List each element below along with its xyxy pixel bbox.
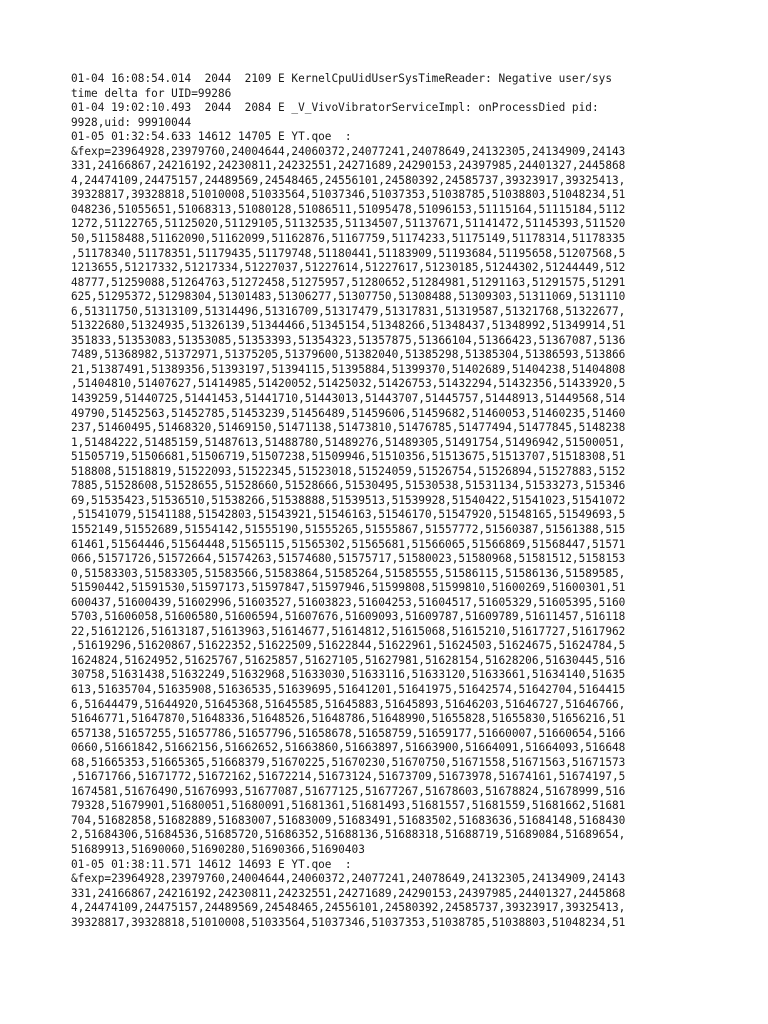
log-line: 48777,51259088,51264763,51272458,51275957,51280652,51284981,51291163,51291575,51291 (71, 275, 626, 289)
log-line: 1213655,51217332,51217334,51227037,51227614,51227617,51230185,51244302,51244449,512 (71, 261, 626, 275)
log-line: 01-04 16:08:54.014 2044 2109 E KernelCpuUidUserSysTimeReader: Negative user/sys (71, 72, 612, 85)
log-line: 1439259,51440725,51441453,51441710,51443013,51443707,51445757,51448913,51449568,514 (71, 392, 626, 406)
log-line: 613,51635704,51635908,51636535,51639695,51641201,51641975,51642574,51642704,5164415 (71, 682, 626, 696)
log-line: 331,24166867,24216192,24230811,24232551,24271689,24290153,24397985,24401327,2445868 (71, 159, 626, 173)
log-line: 39328817,39328818,51010008,51033564,51037346,51037353,51038785,51038803,51048234,51 (71, 915, 626, 929)
log-line: 4,24474109,24475157,24489569,24548465,24556101,24580392,24585737,39323917,39325413, (71, 173, 626, 187)
log-line: 51590442,51591530,51597173,51597847,51597946,51599808,51599810,51600269,51600301,51 (71, 581, 626, 595)
log-line: ,51541079,51541188,51542803,51543921,51546163,51546170,51547920,51548165,51549693,5 (71, 508, 626, 522)
log-line: 49790,51452563,51452785,51453239,51456489,51459606,51459682,51460053,51460235,51460 (71, 406, 626, 420)
log-line: 50,51158488,51162090,51162099,51162876,51167759,51174233,51175149,51178314,51178335 (71, 232, 626, 246)
log-line: 22,51612126,51613187,51613963,51614677,51614812,51615068,51615210,51617727,51617962 (71, 624, 626, 638)
log-line: ,51671766,51671772,51672162,51672214,51673124,51673709,51673978,51674161,51674197,5 (71, 770, 626, 784)
log-line: 1674581,51676490,51676993,51677087,51677125,51677267,51678603,51678824,51678999,516 (71, 784, 626, 798)
log-line: &fexp=23964928,23979760,24004644,24060372,24077241,24078649,24132305,24134909,24143 (71, 144, 626, 158)
log-line: 51646771,51647870,51648336,51648526,51648786,51648990,51655828,51655830,51656216,51 (71, 712, 626, 726)
log-line: 704,51682858,51682889,51683007,51683009,51683491,51683502,51683636,51684148,5168430 (71, 813, 626, 827)
log-line: 69,51535423,51536510,51538266,51538888,51539513,51539928,51540422,51541023,51541072 (71, 493, 626, 507)
log-line: 9928,uid: 99910044 (71, 115, 192, 129)
log-line: 0660,51661842,51662156,51662652,51663860,51663897,51663900,51664091,51664093,516648 (71, 741, 626, 755)
log-line: 01-05 01:32:54.633 14612 14705 E YT.qoe : (71, 130, 352, 144)
log-line: 5703,51606058,51606580,51606594,51607676,51609093,51609787,51609789,51611457,516118 (71, 610, 626, 624)
log-text-block (71, 72, 699, 930)
log-line: 21,51387491,51389356,51393197,51394115,51395884,51399370,51402689,51404238,51404808 (71, 362, 626, 376)
log-line: 7885,51528608,51528655,51528660,51528666,51530495,51530538,51531134,51533273,515346 (71, 479, 626, 493)
log-line: 351833,51353083,51353085,51353393,51354323,51357875,51366104,51366423,51367087,5136 (71, 333, 626, 347)
log-line: 657138,51657255,51657786,51657796,51658678,51658759,51659177,51660007,51660654,5166 (71, 726, 626, 740)
log-line: ,51404810,51407627,51414985,51420052,51425032,51426753,51432294,51432356,51433920,5 (71, 377, 626, 391)
log-line: ,51619296,51620867,51622352,51622509,51622844,51622961,51624503,51624675,51624784,5 (71, 639, 626, 653)
log-line: 51322680,51324935,51326139,51344466,51345154,51348266,51348437,51348992,51349914,51 (71, 319, 626, 333)
log-line: 1272,51122765,51125020,51129105,51132535,51134507,51137671,51141472,51145393,511520 (71, 217, 626, 231)
log-line: 7489,51368982,51372971,51375205,51379600,51382040,51385298,51385304,51386593,513866 (71, 348, 626, 362)
log-line: &fexp=23964928,23979760,24004644,24060372,24077241,24078649,24132305,24134909,24143 (71, 872, 626, 886)
log-line: 01-05 01:38:11.571 14612 14693 E YT.qoe : (71, 857, 352, 871)
log-line: time delta for UID=99286 (71, 86, 232, 100)
log-line: 51505719,51506681,51506719,51507238,51509946,51510356,51513675,51513707,51518308,51 (71, 450, 626, 464)
log-line: 61461,51564446,51564448,51565115,51565302,51565681,51566065,51566869,51568447,51571 (71, 537, 626, 551)
log-line: 39328817,39328818,51010008,51033564,51037346,51037353,51038785,51038803,51048234,51 (71, 188, 626, 202)
log-line: 2,51684306,51684536,51685720,51686352,51688136,51688318,51688719,51689084,51689654, (71, 828, 626, 842)
log-line: 1552149,51552689,51554142,51555190,51555265,51555867,51557772,51560387,51561388,515 (71, 522, 626, 536)
log-line: 600437,51600439,51602996,51603527,51603823,51604253,51604517,51605329,51605395,5160 (71, 595, 626, 609)
log-line: 6,51644479,51644920,51645368,51645585,51645883,51645893,51646203,51646727,51646766, (71, 697, 626, 711)
log-line: 625,51295372,51298304,51301483,51306277,51307750,51308488,51309303,51311069,5131110 (71, 290, 626, 304)
log-line: 048236,51055651,51068313,51080128,51086511,51095478,51096153,51115164,51115184,5112 (71, 202, 626, 216)
log-line: 30758,51631438,51632249,51632968,51633030,51633116,51633120,51633661,51634140,51635 (71, 668, 626, 682)
log-line: 1624824,51624952,51625767,51625857,51627105,51627981,51628154,51628206,51630445,516 (71, 653, 626, 667)
log-line: 066,51571726,51572664,51574263,51574680,51575717,51580023,51580968,51581512,5158153 (71, 552, 626, 566)
log-line: 51689913,51690060,51690280,51690366,51690403 (71, 842, 365, 856)
log-line: 0,51583303,51583305,51583566,51583864,51585264,51585555,51586115,51586136,51589585, (71, 566, 626, 580)
log-line: 518808,51518819,51522093,51522345,51523018,51524059,51526754,51526894,51527883,5152 (71, 464, 626, 478)
log-line: ,51178340,51178351,51179435,51179748,51180441,51183909,51193684,51195658,51207568,5 (71, 246, 626, 260)
log-line: 01-04 19:02:10.493 2044 2084 E _V_VivoVibratorServiceImpl: onProcessDied pid: (71, 101, 599, 115)
log-line: 6,51311750,51313109,51314496,51316709,51317479,51317831,51319587,51321768,51322677, (71, 304, 626, 318)
log-line: 331,24166867,24216192,24230811,24232551,24271689,24290153,24397985,24401327,2445868 (71, 886, 626, 900)
log-line: 4,24474109,24475157,24489569,24548465,24556101,24580392,24585737,39323917,39325413, (71, 901, 626, 915)
log-line: 237,51460495,51468320,51469150,51471138,51473810,51476785,51477494,51477845,5148238 (71, 421, 626, 435)
log-line: 1,51484222,51485159,51487613,51488780,51489276,51489305,51491754,51496942,51500051, (71, 435, 626, 449)
log-line: 68,51665353,51665365,51668379,51670225,51670230,51670750,51671558,51671563,51671573 (71, 755, 626, 769)
log-line: 79328,51679901,51680051,51680091,51681361,51681493,51681557,51681559,51681662,51681 (71, 799, 626, 813)
